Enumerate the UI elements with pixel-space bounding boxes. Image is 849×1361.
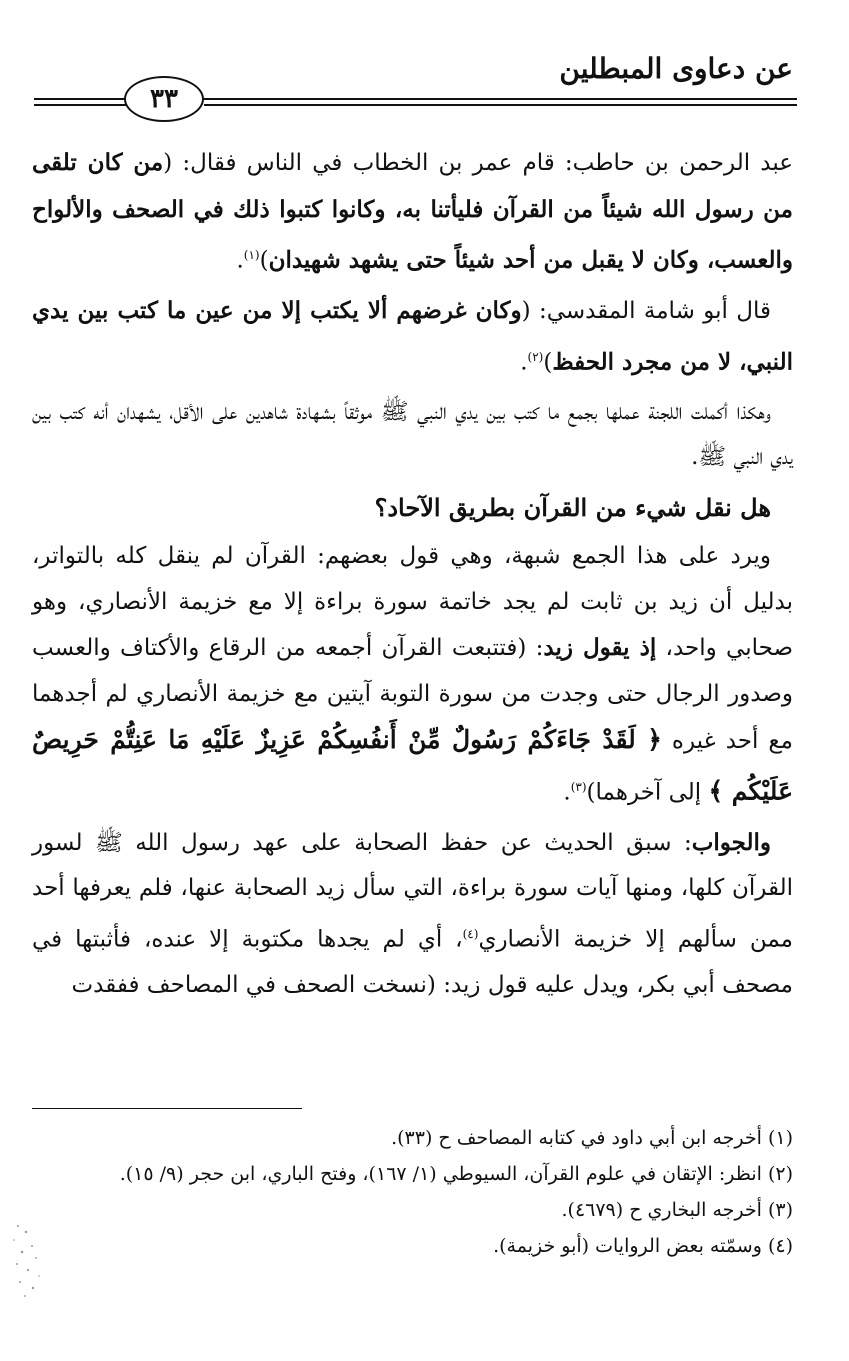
- paragraph: [32, 534, 793, 816]
- footnote-item: (٤) وسمّته بعض الروايات (أبو خزيمة).: [493, 1235, 793, 1257]
- paragraph: [32, 390, 793, 481]
- text-run: ): [543, 349, 553, 376]
- section-heading: هل نقل شيء من القرآن بطريق الآحاد؟: [374, 492, 771, 522]
- paragraph: [32, 288, 793, 386]
- text-run: : سبق الحديث عن حفظ الصحابة على عهد رسول الله ﷺ لسور القرآن كلها، ومنها آيات سورة براءة، التي سأل زيد الصحابة عنها، فلم يعرفها أحد ممن سألهم إلا خزيمة الأنصاري: [32, 829, 794, 953]
- footnote-ref[interactable]: (٤): [462, 926, 479, 941]
- text-run: إلى آخرهما): [586, 779, 709, 806]
- footnote-item: (١) أخرجه ابن أبي داود في كتابه المصاحف ح (٣٣).: [391, 1127, 793, 1149]
- scan-noise: [8, 1218, 48, 1308]
- page-number: ٣٣: [124, 76, 204, 122]
- quran-verse: ﴿ لَقَدْ جَاءَكُمْ رَسُولٌ مِّنْ أَنفُسِكُمْ عَزِيزٌ عَلَيْهِ مَا عَنِتُّمْ حَرِيصٌ عَلَيْكُم ﴾: [32, 725, 793, 806]
- footnote-separator: [32, 1108, 302, 1109]
- footnote-ref[interactable]: (٢): [527, 349, 544, 364]
- running-head: عن دعاوى المبطلين: [559, 52, 793, 85]
- text-run: .: [236, 247, 244, 274]
- text-run: وهكذا أكملت اللجنة عملها بجمع ما كتب بين يدي النبي ﷺ موثقاً بشهادة شاهدين على الأقل، يشهدان أنه كتب بين يدي النبي ﷺ.: [32, 398, 793, 471]
- header-rule: [34, 104, 126, 106]
- header-rule: [204, 98, 797, 100]
- footnote-item: (٢) انظر: الإتقان في علوم القرآن، السيوطي (١/ ١٦٧)، وفتح الباري، ابن حجر (٩/ ١٥).: [119, 1163, 793, 1185]
- paragraph: [32, 820, 793, 1009]
- footnote-ref[interactable]: (٣): [570, 779, 587, 794]
- quote-text: من كان تلقى من رسول الله شيئاً من القرآن فليأتنا به، وكانوا كتبوا ذلك في الصحف والألواح والعسب، وكان لا يقبل من أحد شيئاً حتى يشهد شهيدان: [32, 149, 793, 274]
- text-run: قال أبو شامة المقدسي: (: [521, 298, 771, 325]
- footnote-item: (٣) أخرجه البخاري ح (٤٦٧٩).: [561, 1199, 793, 1221]
- text-run: عبد الرحمن بن حاطب: قام عمر بن الخطاب في الناس فقال: (: [163, 150, 793, 176]
- text-run: ، أي لم يجدها مكتوبة إلا عنده، فأثبتها في مصحف أبي بكر، ويدل عليه قول زيد: (نسخت الصحف في المصاحف ففقدت: [32, 926, 793, 999]
- emphasis-text: إذ يقول زيد: [543, 634, 657, 662]
- header-rule: [34, 98, 126, 100]
- text-run: .: [520, 349, 528, 376]
- text-run: .: [563, 779, 571, 806]
- header-rule: [204, 104, 797, 106]
- quote-text: وكان غرضهم ألا يكتب إلا من عين ما كتب بين يدي النبي، لا من مجرد الحفظ: [32, 297, 793, 376]
- text-run: ويرد على هذا الجمع شبهة، وهي قول بعضهم: القرآن لم ينقل كله بالتواتر، بدليل أن زيد بن ثابت لم يجد خاتمة سورة براءة إلا مع خزيمة الأنصاري، وهو صحابي واحد،: [32, 543, 793, 662]
- main-text: [32, 140, 793, 1009]
- emphasis-text: والجواب: [691, 828, 771, 856]
- footnotes: [32, 1120, 793, 1264]
- paragraph: [32, 140, 793, 284]
- footnote-ref[interactable]: (١): [243, 248, 260, 262]
- text-run: ): [259, 247, 269, 274]
- text-run: : (فتتبعت القرآن أجمعه من الرقاع والأكتاف والعسب وصدور الرجال حتى وجدت من سورة التوبة آيتين مع خزيمة الأنصاري لم أجدهما مع أحد غيره: [32, 635, 793, 755]
